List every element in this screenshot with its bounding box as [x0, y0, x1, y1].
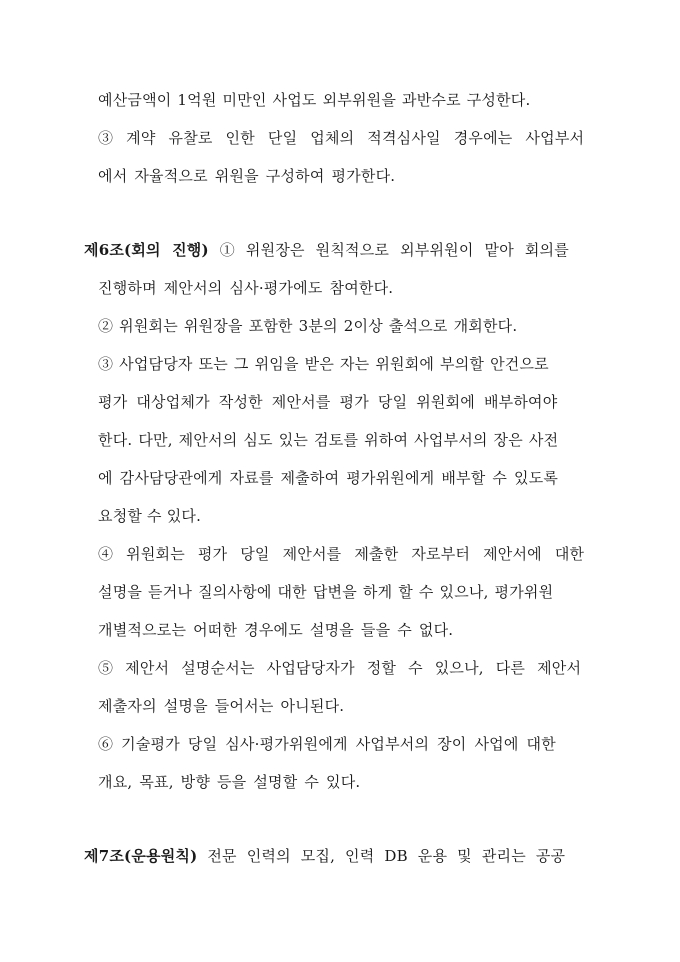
- paragraph-line: 요청할 수 있다.: [98, 507, 202, 525]
- paragraph-line: 에 감사담당관에게 자료를 제출하여 평가위원에게 배부할 수 있도록: [98, 469, 559, 487]
- paragraph-line: 평가 대상업체가 작성한 제안서를 평가 당일 위원회에 배부하여야: [98, 393, 558, 411]
- paragraph-line: ④ 위원회는 평가 당일 제안서를 제출한 자로부터 제안서에 대한: [98, 545, 585, 563]
- paragraph-line: 한다. 다만, 제안서의 심도 있는 검토를 위하여 사업부서의 장은 사전: [98, 431, 559, 449]
- paragraph-line: ③ 사업담당자 또는 그 위임을 받은 자는 위원회에 부의할 안건으로: [98, 355, 549, 373]
- paragraph-line: ⑤ 제안서 설명순서는 사업담당자가 정할 수 있으나, 다른 제안서: [98, 659, 582, 677]
- paragraph-line: 설명을 듣거나 질의사항에 대한 답변을 하게 할 수 있으나, 평가위원: [98, 583, 554, 601]
- article-7-first-text: 전문 인력의 모집, 인력 DB 운용 및 관리는 공공: [207, 847, 566, 865]
- paragraph-line: 제출자의 설명을 들어서는 아니된다.: [98, 697, 345, 715]
- paragraph-line: 개별적으로는 어떠한 경우에도 설명을 들을 수 없다.: [98, 621, 454, 639]
- paragraph-line: ⑥ 기술평가 당일 심사·평가위원에게 사업부서의 장이 사업에 대한: [98, 735, 556, 753]
- article-7-heading: 제7조(운용원칙): [84, 847, 198, 865]
- paragraph-line: ③ 계약 유찰로 인한 단일 업체의 적격심사일 경우에는 사업부서: [98, 129, 585, 147]
- article-6-heading: 제6조(회의 진행): [84, 241, 209, 259]
- paragraph-line: 에서 자율적으로 위원을 구성하여 평가한다.: [98, 167, 396, 185]
- paragraph-line: 개요, 목표, 방향 등을 설명할 수 있다.: [98, 773, 361, 791]
- paragraph-line: 예산금액이 1억원 미만인 사업도 외부위원을 과반수로 구성한다.: [98, 91, 531, 109]
- article-6-first-line: [84, 240, 569, 260]
- paragraph-line: 진행하며 제안서의 심사·평가에도 참여한다.: [98, 279, 394, 297]
- paragraph-line: ② 위원회는 위원장을 포함한 3분의 2이상 출석으로 개회한다.: [98, 317, 518, 335]
- article-7-first-line: [84, 846, 565, 866]
- article-6-first-text: ① 위원장은 원칙적으로 외부위원이 맡아 회의를: [219, 241, 569, 259]
